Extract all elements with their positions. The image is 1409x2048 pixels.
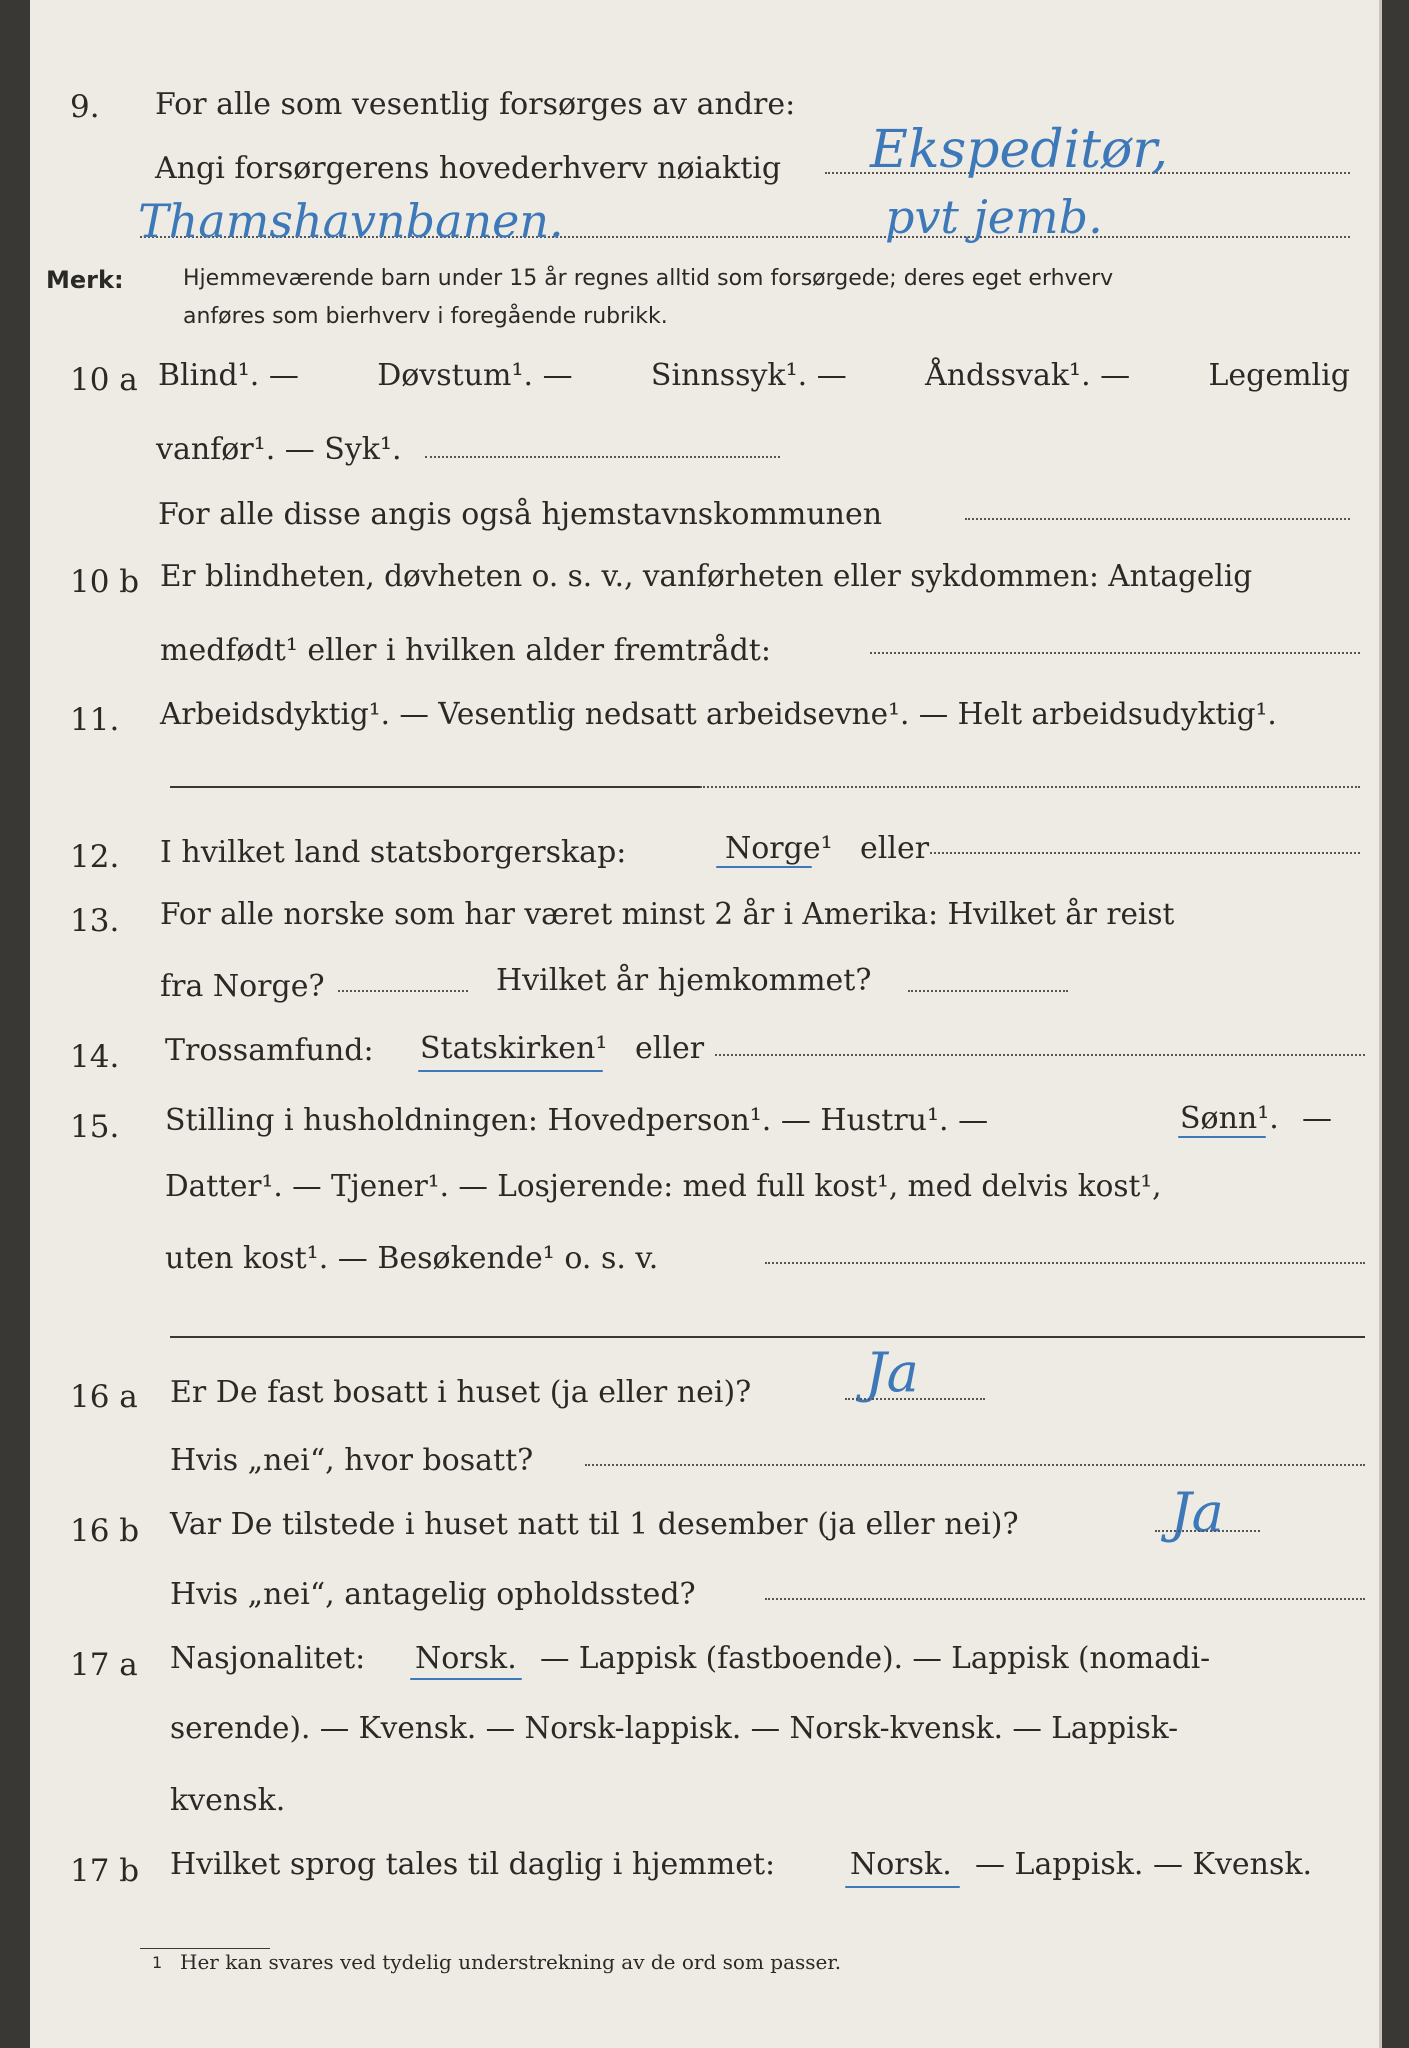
q9-handwritten-employer-note: pvt jemb. bbox=[885, 190, 1103, 244]
q10a-line3: For alle disse angis også hjemstavnskommunen bbox=[158, 497, 883, 532]
q10a-item-legemlig: Legemlig bbox=[1208, 358, 1350, 393]
q11-rule-dotted bbox=[700, 786, 1360, 788]
q16b-line2-blank bbox=[765, 1598, 1365, 1600]
q9-handwritten-employer: Thamshavnbanen. bbox=[138, 194, 564, 248]
q13-line1: For alle norske som har været minst 2 år i Amerika: Hvilket år reist bbox=[160, 897, 1175, 931]
q17b-suffix: — Lappisk. — Kvensk. bbox=[975, 1847, 1313, 1882]
q11-rule-solid bbox=[170, 786, 700, 788]
q17a-number: 17 a bbox=[70, 1647, 138, 1683]
q14-suffix: eller bbox=[635, 1031, 705, 1066]
q16b-answer-blank bbox=[1155, 1530, 1260, 1532]
q12-blank bbox=[930, 852, 1360, 854]
q16b-line1: Var De tilstede i huset natt til 1 desember (ja eller nei)? bbox=[170, 1507, 1019, 1542]
footnote-mark: 1 bbox=[152, 1953, 163, 1972]
q10b-number: 10 b bbox=[70, 564, 140, 600]
q10a-item-dovstum: Døvstum¹. — bbox=[377, 358, 573, 393]
q16b-number: 16 b bbox=[70, 1513, 140, 1549]
q17a-norsk-underline bbox=[410, 1678, 522, 1680]
q10a-line3-blank bbox=[965, 518, 1350, 520]
q17a-line2: serende). — Kvensk. — Norsk-lappisk. — Norsk-kvensk. — Lappisk- bbox=[170, 1711, 1179, 1745]
q15-line1-suffix: — bbox=[1302, 1101, 1332, 1136]
q16b-line2: Hvis „nei“, antagelig opholdssted? bbox=[170, 1577, 696, 1612]
q15-option-sonn: Sønn¹. bbox=[1180, 1101, 1279, 1136]
merk-label: Merk: bbox=[46, 266, 124, 294]
q15-line2: Datter¹. — Tjener¹. — Losjerende: med full kost¹, med delvis kost¹, bbox=[165, 1169, 1162, 1203]
q16a-line2-blank bbox=[585, 1464, 1365, 1466]
q10b-line1: Er blindheten, døvheten o. s. v., vanførheten eller sykdommen: Antagelig bbox=[160, 559, 1253, 593]
q16a-answer-blank bbox=[845, 1398, 985, 1400]
footnote-rule bbox=[140, 1948, 270, 1949]
q16a-number: 16 a bbox=[70, 1379, 138, 1415]
q14-prefix: Trossamfund: bbox=[165, 1033, 374, 1068]
q17a-line1-prefix: Nasjonalitet: bbox=[170, 1641, 366, 1676]
q10a-item-sinnssyk: Sinnssyk¹. — bbox=[650, 358, 847, 393]
q10a-line1 bbox=[158, 358, 1350, 393]
q16a-handwritten-answer: Ja bbox=[865, 1341, 919, 1404]
q14-number: 14. bbox=[70, 1039, 120, 1075]
q10b-line2: medfødt¹ eller i hvilken alder fremtrådt: bbox=[160, 633, 771, 668]
q17b-number: 17 b bbox=[70, 1853, 140, 1889]
q17b-prefix: Hvilket sprog tales til daglig i hjemmet: bbox=[170, 1847, 776, 1882]
q11-line1: Arbeidsdyktig¹. — Vesentlig nedsatt arbeidsevne¹. — Helt arbeidsudyktig¹. bbox=[160, 697, 1277, 731]
merk-line2: anføres som bierhverv i foregående rubrikk. bbox=[183, 304, 668, 329]
q15-rule bbox=[170, 1336, 1365, 1338]
q14-option-statskirken: Statskirken¹ bbox=[420, 1031, 608, 1066]
q17a-line3: kvensk. bbox=[170, 1783, 286, 1818]
q9-handwritten-occupation: Ekspeditør, bbox=[870, 120, 1169, 180]
q15-sonn-underline bbox=[1178, 1136, 1266, 1138]
q13-year-returned-blank bbox=[908, 990, 1068, 992]
q16a-line1: Er De fast bosatt i huset (ja eller nei)? bbox=[170, 1375, 752, 1410]
q14-statskirken-underline bbox=[418, 1070, 603, 1072]
q11-number: 11. bbox=[70, 702, 120, 738]
census-form-page bbox=[30, 0, 1382, 2048]
q10a-item-blind: Blind¹. — bbox=[158, 358, 299, 393]
q17a-line1-suffix: — Lappisk (fastboende). — Lappisk (nomadi- bbox=[540, 1641, 1211, 1675]
q13-line2b: Hvilket år hjemkommet? bbox=[496, 963, 872, 998]
q15-line1-prefix: Stilling i husholdningen: Hovedperson¹. — Hustru¹. — bbox=[165, 1103, 989, 1138]
q9-line1: For alle som vesentlig forsørges av andre: bbox=[155, 87, 796, 122]
q10a-item-andssvak: Åndssvak¹. — bbox=[925, 358, 1131, 393]
q9-line2: Angi forsørgerens hovederhverv nøiaktig bbox=[155, 151, 782, 186]
merk-line1: Hjemmeværende barn under 15 år regnes alltid som forsørgede; deres eget erhverv bbox=[183, 266, 1114, 291]
q15-line3-blank bbox=[765, 1262, 1365, 1264]
footnote-text: Her kan svares ved tydelig understrekning av de ord som passer. bbox=[180, 1950, 842, 1974]
q9-number: 9. bbox=[70, 89, 100, 125]
q14-blank bbox=[715, 1054, 1365, 1056]
q12-number: 12. bbox=[70, 839, 120, 875]
q15-number: 15. bbox=[70, 1109, 120, 1145]
q13-line2a: fra Norge? bbox=[160, 969, 325, 1004]
q12-option-norge: Norge¹ bbox=[725, 831, 833, 866]
q15-line3: uten kost¹. — Besøkende¹ o. s. v. bbox=[165, 1241, 659, 1276]
q16a-line2: Hvis „nei“, hvor bosatt? bbox=[170, 1443, 534, 1478]
q10a-number: 10 a bbox=[70, 362, 138, 398]
q13-number: 13. bbox=[70, 903, 120, 939]
q10b-line2-blank bbox=[870, 652, 1360, 654]
q17b-option-norsk: Norsk. bbox=[850, 1847, 952, 1882]
q12-norge-underline bbox=[716, 866, 812, 868]
q12-suffix: eller bbox=[860, 831, 930, 866]
q17a-option-norsk: Norsk. bbox=[415, 1641, 517, 1676]
q16b-handwritten-answer: Ja bbox=[1170, 1481, 1224, 1544]
q13-year-left-blank bbox=[338, 990, 468, 992]
q10a-line2: vanfør¹. — Syk¹. bbox=[156, 432, 402, 467]
q12-prefix: I hvilket land statsborgerskap: bbox=[160, 835, 627, 870]
q10a-line2-blank bbox=[425, 456, 780, 458]
q17b-norsk-underline bbox=[845, 1886, 960, 1888]
